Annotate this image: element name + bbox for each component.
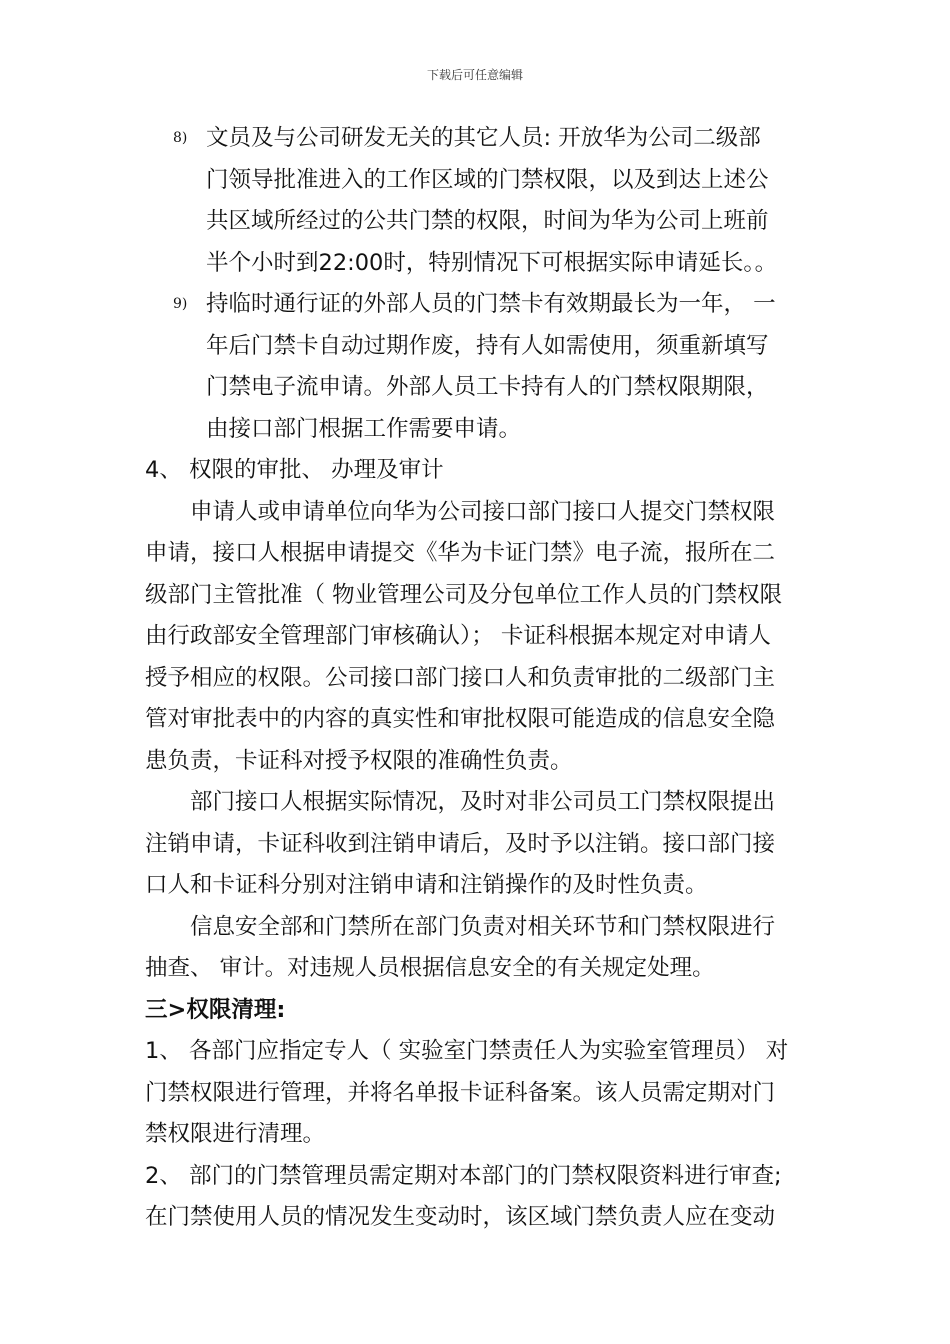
list-item-number: 9) [173,296,188,312]
text-line: 级部门主管批准（ 物业管理公司及分包单位工作人员的门禁权限 [145,581,783,608]
text-line: 申请，接口人根据申请提交《华为卡证门禁》电子流，报所在二 [145,540,776,566]
paragraph-cancellation [145,782,807,907]
text-line: 申请人或申请单位向华为公司接口部门接口人提交门禁权限 [190,498,776,525]
text-line: 由行政部安全管理部门审核确认）； 卡证科根据本规定对申请人 [145,623,771,649]
text-line: 口人和卡证科分别对注销申请和注销操作的及时性负责。 [145,872,708,898]
text-line: 文员及与公司研发无关的其它人员: 开放华为公司二级部 [206,125,761,151]
text-line: 门禁电子流申请。外部人员工卡持有人的门禁权限期限， [206,374,769,400]
cleanup-item-1 [145,1031,807,1156]
text-line: 门领导批准进入的工作区域的门禁权限，以及到达上述公 [206,166,769,193]
text-line: 半个小时到22:00时，特别情况下可根据实际申请延长。。 [206,249,778,276]
page-header: 下载后可任意编辑 [426,68,523,82]
text-line: 持临时通行证的外部人员的门禁卡有效期最长为一年， 一 [206,291,776,317]
section-heading-4: 4、 权限的审批、 办理及审计 [145,457,444,483]
text-line: 管对审批表中的内容的真实性和审批权限可能造成的信息安全隐 [145,706,776,732]
paragraph-audit [145,907,807,990]
text-line: 门禁权限进行管理，并将名单报卡证科备案。该人员需定期对门 [145,1079,776,1106]
text-line: 授予相应的权限。公司接口部门接口人和负责审批的二级部门主 [145,664,776,691]
document-body [145,118,807,1239]
list-item-8 [145,118,807,284]
text-line: 禁权限进行清理。 [145,1121,326,1147]
section-heading-cleanup: 三>权限清理: [145,996,286,1023]
text-line: 部门接口人根据实际情况，及时对非公司员工门禁权限提出 [190,789,776,815]
text-line: 注销申请，卡证科收到注销申请后，及时予以注销。接口部门接 [145,830,776,857]
text-line: 抽查、 审计。对违规人员根据信息安全的有关规定处理。 [145,955,715,981]
text-line: 1、 各部门应指定专人（ 实验室门禁责任人为实验室管理员） 对 [145,1038,789,1064]
cleanup-item-2 [145,1156,807,1239]
paragraph-approval [145,492,807,783]
text-line: 信息安全部和门禁所在部门负责对相关环节和门禁权限进行 [190,913,776,940]
list-item-9 [145,284,807,450]
text-line: 由接口部门根据工作需要申请。 [206,415,522,442]
text-line: 患负责，卡证科对授予权限的准确性负责。 [145,747,573,774]
text-line: 在门禁使用人员的情况发生变动时，该区域门禁负责人应在变动 [145,1204,776,1230]
text-line: 2、 部门的门禁管理员需定期对本部门的门禁权限资料进行审查; [145,1162,782,1189]
list-item-number: 8) [173,130,188,146]
text-line: 共区域所经过的公共门禁的权限，时间为华为公司上班前 [206,208,769,234]
text-line: 年后门禁卡自动过期作废，持有人如需使用，须重新填写 [206,332,769,359]
